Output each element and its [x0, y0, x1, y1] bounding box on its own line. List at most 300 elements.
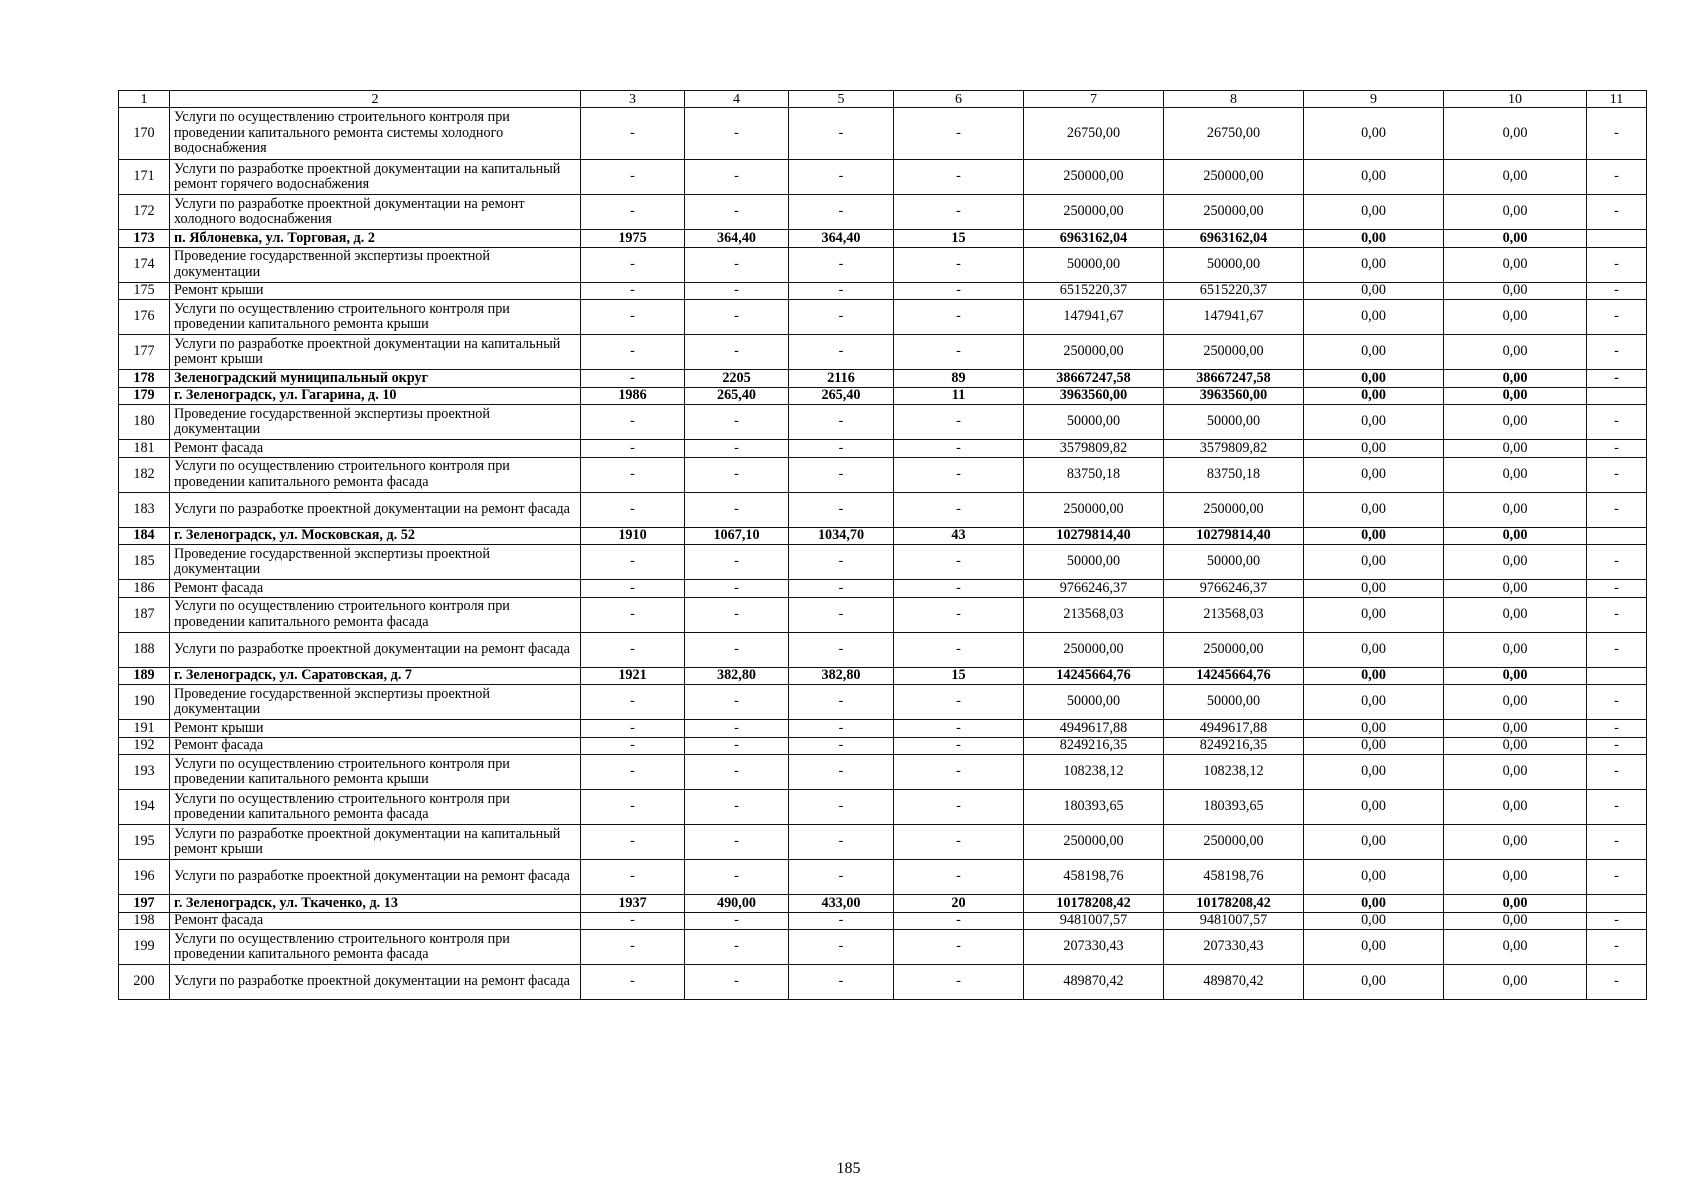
cost-owners-cell: 0,00 [1444, 370, 1587, 388]
cost-fund-cell: 6963162,04 [1164, 230, 1304, 248]
living-area-cell: - [789, 737, 894, 755]
build-year-cell: 1937 [581, 895, 685, 913]
residents-count-cell: - [894, 597, 1024, 632]
cost-budget-cell: 0,00 [1304, 965, 1444, 1000]
cost-owners-cell: 0,00 [1444, 160, 1587, 195]
work-description-cell: Услуги по осуществлению строительного контроля при проведении капитального ремонта системы холодного водоснабжения [170, 108, 581, 160]
cost-owners-cell: 0,00 [1444, 632, 1587, 667]
total-cost-cell: 250000,00 [1024, 632, 1164, 667]
work-description-cell: Услуги по разработке проектной документации на ремонт фасада [170, 492, 581, 527]
residents-count-cell: - [894, 300, 1024, 335]
work-description-cell: Услуги по разработке проектной документации на ремонт фасада [170, 860, 581, 895]
build-year-cell: - [581, 195, 685, 230]
residents-count-cell: - [894, 160, 1024, 195]
note-cell: - [1587, 825, 1647, 860]
row-number-cell: 194 [119, 790, 170, 825]
work-description-cell: г. Зеленоградск, ул. Саратовская, д. 7 [170, 667, 581, 685]
cost-budget-cell: 0,00 [1304, 632, 1444, 667]
note-cell: - [1587, 370, 1647, 388]
cost-owners-cell: 0,00 [1444, 667, 1587, 685]
cost-fund-cell: 489870,42 [1164, 965, 1304, 1000]
row-number-cell: 193 [119, 755, 170, 790]
table-row [119, 597, 1647, 632]
cost-budget-cell: 0,00 [1304, 335, 1444, 370]
residents-count-cell: - [894, 930, 1024, 965]
cost-fund-cell: 6515220,37 [1164, 282, 1304, 300]
residents-count-cell: 11 [894, 387, 1024, 405]
work-description-cell: Услуги по осуществлению строительного контроля при проведении капитального ремонта фасада [170, 597, 581, 632]
table-row [119, 527, 1647, 545]
cost-owners-cell: 0,00 [1444, 108, 1587, 160]
row-number-cell: 180 [119, 405, 170, 440]
table-row [119, 580, 1647, 598]
cost-fund-cell: 250000,00 [1164, 195, 1304, 230]
repair-program-table [118, 90, 1647, 1000]
row-number-cell: 192 [119, 737, 170, 755]
note-cell: - [1587, 492, 1647, 527]
residents-count-cell: 15 [894, 667, 1024, 685]
living-area-cell: - [789, 492, 894, 527]
table-row [119, 457, 1647, 492]
header-cell: 10 [1444, 91, 1587, 108]
note-cell [1587, 895, 1647, 913]
cost-owners-cell: 0,00 [1444, 230, 1587, 248]
cost-owners-cell: 0,00 [1444, 965, 1587, 1000]
build-year-cell: - [581, 790, 685, 825]
cost-owners-cell: 0,00 [1444, 545, 1587, 580]
living-area-cell: - [789, 335, 894, 370]
total-cost-cell: 250000,00 [1024, 492, 1164, 527]
total-cost-cell: 14245664,76 [1024, 667, 1164, 685]
cost-owners-cell: 0,00 [1444, 440, 1587, 458]
build-year-cell: - [581, 335, 685, 370]
note-cell: - [1587, 965, 1647, 1000]
table-row [119, 370, 1647, 388]
work-description-cell: Ремонт фасада [170, 580, 581, 598]
total-area-cell: - [685, 195, 789, 230]
total-cost-cell: 250000,00 [1024, 195, 1164, 230]
total-cost-cell: 6515220,37 [1024, 282, 1164, 300]
cost-fund-cell: 180393,65 [1164, 790, 1304, 825]
living-area-cell: - [789, 457, 894, 492]
total-area-cell: - [685, 335, 789, 370]
work-description-cell: г. Зеленоградск, ул. Ткаченко, д. 13 [170, 895, 581, 913]
residents-count-cell: - [894, 282, 1024, 300]
build-year-cell: - [581, 300, 685, 335]
header-cell: 2 [170, 91, 581, 108]
work-description-cell: г. Зеленоградск, ул. Гагарина, д. 10 [170, 387, 581, 405]
residents-count-cell: - [894, 580, 1024, 598]
residents-count-cell: 43 [894, 527, 1024, 545]
living-area-cell: - [789, 632, 894, 667]
cost-fund-cell: 213568,03 [1164, 597, 1304, 632]
row-number-cell: 184 [119, 527, 170, 545]
table-row [119, 300, 1647, 335]
living-area-cell: - [789, 755, 894, 790]
note-cell: - [1587, 597, 1647, 632]
table-row [119, 545, 1647, 580]
total-area-cell: - [685, 912, 789, 930]
header-cell: 4 [685, 91, 789, 108]
total-area-cell: - [685, 300, 789, 335]
total-area-cell: - [685, 597, 789, 632]
cost-owners-cell: 0,00 [1444, 930, 1587, 965]
residents-count-cell: 89 [894, 370, 1024, 388]
build-year-cell: - [581, 825, 685, 860]
cost-budget-cell: 0,00 [1304, 440, 1444, 458]
living-area-cell: 364,40 [789, 230, 894, 248]
total-area-cell: - [685, 247, 789, 282]
document-table-sheet [118, 90, 1646, 1000]
table-row [119, 720, 1647, 738]
build-year-cell: - [581, 720, 685, 738]
build-year-cell: - [581, 492, 685, 527]
living-area-cell: - [789, 282, 894, 300]
total-cost-cell: 9766246,37 [1024, 580, 1164, 598]
cost-budget-cell: 0,00 [1304, 457, 1444, 492]
cost-budget-cell: 0,00 [1304, 160, 1444, 195]
work-description-cell: Ремонт фасада [170, 912, 581, 930]
note-cell [1587, 527, 1647, 545]
work-description-cell: Ремонт крыши [170, 720, 581, 738]
work-description-cell: Услуги по осуществлению строительного контроля при проведении капитального ремонта фасада [170, 790, 581, 825]
total-cost-cell: 250000,00 [1024, 825, 1164, 860]
total-area-cell: - [685, 737, 789, 755]
total-cost-cell: 9481007,57 [1024, 912, 1164, 930]
total-cost-cell: 4949617,88 [1024, 720, 1164, 738]
cost-fund-cell: 14245664,76 [1164, 667, 1304, 685]
table-row [119, 685, 1647, 720]
living-area-cell: - [789, 825, 894, 860]
cost-fund-cell: 458198,76 [1164, 860, 1304, 895]
total-cost-cell: 8249216,35 [1024, 737, 1164, 755]
cost-budget-cell: 0,00 [1304, 895, 1444, 913]
total-area-cell: - [685, 965, 789, 1000]
living-area-cell: 2116 [789, 370, 894, 388]
residents-count-cell: 20 [894, 895, 1024, 913]
total-area-cell: - [685, 405, 789, 440]
table-row [119, 912, 1647, 930]
table-row [119, 790, 1647, 825]
residents-count-cell: - [894, 912, 1024, 930]
table-row [119, 965, 1647, 1000]
note-cell: - [1587, 195, 1647, 230]
living-area-cell: - [789, 860, 894, 895]
header-cell: 1 [119, 91, 170, 108]
row-number-cell: 179 [119, 387, 170, 405]
residents-count-cell: - [894, 492, 1024, 527]
cost-budget-cell: 0,00 [1304, 737, 1444, 755]
row-number-cell: 174 [119, 247, 170, 282]
table-row [119, 440, 1647, 458]
living-area-cell: - [789, 930, 894, 965]
table-row [119, 492, 1647, 527]
total-area-cell: - [685, 492, 789, 527]
row-number-cell: 176 [119, 300, 170, 335]
note-cell [1587, 230, 1647, 248]
cost-owners-cell: 0,00 [1444, 457, 1587, 492]
cost-budget-cell: 0,00 [1304, 755, 1444, 790]
note-cell: - [1587, 335, 1647, 370]
living-area-cell: - [789, 195, 894, 230]
build-year-cell: - [581, 370, 685, 388]
living-area-cell: - [789, 720, 894, 738]
cost-budget-cell: 0,00 [1304, 195, 1444, 230]
row-number-cell: 190 [119, 685, 170, 720]
cost-owners-cell: 0,00 [1444, 527, 1587, 545]
total-area-cell: - [685, 825, 789, 860]
living-area-cell: - [789, 597, 894, 632]
build-year-cell: - [581, 737, 685, 755]
cost-owners-cell: 0,00 [1444, 825, 1587, 860]
living-area-cell: - [789, 300, 894, 335]
cost-fund-cell: 38667247,58 [1164, 370, 1304, 388]
total-cost-cell: 207330,43 [1024, 930, 1164, 965]
total-area-cell: 2205 [685, 370, 789, 388]
build-year-cell: - [581, 860, 685, 895]
living-area-cell: - [789, 965, 894, 1000]
table-row [119, 247, 1647, 282]
table-row [119, 930, 1647, 965]
residents-count-cell: - [894, 440, 1024, 458]
cost-owners-cell: 0,00 [1444, 300, 1587, 335]
living-area-cell: 265,40 [789, 387, 894, 405]
total-cost-cell: 50000,00 [1024, 685, 1164, 720]
work-description-cell: Проведение государственной экспертизы проектной документации [170, 685, 581, 720]
total-area-cell: - [685, 282, 789, 300]
cost-owners-cell: 0,00 [1444, 685, 1587, 720]
work-description-cell: Ремонт фасада [170, 440, 581, 458]
cost-fund-cell: 3579809,82 [1164, 440, 1304, 458]
build-year-cell: - [581, 440, 685, 458]
residents-count-cell: - [894, 108, 1024, 160]
cost-fund-cell: 26750,00 [1164, 108, 1304, 160]
note-cell: - [1587, 247, 1647, 282]
total-area-cell: - [685, 632, 789, 667]
table-row [119, 108, 1647, 160]
total-area-cell: 265,40 [685, 387, 789, 405]
total-area-cell: 364,40 [685, 230, 789, 248]
table-row [119, 160, 1647, 195]
note-cell: - [1587, 457, 1647, 492]
cost-budget-cell: 0,00 [1304, 282, 1444, 300]
build-year-cell: - [581, 545, 685, 580]
work-description-cell: Услуги по осуществлению строительного контроля при проведении капитального ремонта фасада [170, 930, 581, 965]
total-area-cell: - [685, 545, 789, 580]
residents-count-cell: - [894, 755, 1024, 790]
note-cell: - [1587, 580, 1647, 598]
total-cost-cell: 180393,65 [1024, 790, 1164, 825]
cost-fund-cell: 250000,00 [1164, 825, 1304, 860]
header-cell: 11 [1587, 91, 1647, 108]
row-number-cell: 182 [119, 457, 170, 492]
cost-budget-cell: 0,00 [1304, 492, 1444, 527]
header-cell: 5 [789, 91, 894, 108]
note-cell: - [1587, 108, 1647, 160]
note-cell: - [1587, 545, 1647, 580]
row-number-cell: 188 [119, 632, 170, 667]
work-description-cell: Услуги по разработке проектной документации на капитальный ремонт горячего водоснабжения [170, 160, 581, 195]
total-cost-cell: 147941,67 [1024, 300, 1164, 335]
cost-budget-cell: 0,00 [1304, 405, 1444, 440]
row-number-cell: 171 [119, 160, 170, 195]
cost-fund-cell: 9766246,37 [1164, 580, 1304, 598]
build-year-cell: - [581, 597, 685, 632]
row-number-cell: 189 [119, 667, 170, 685]
cost-budget-cell: 0,00 [1304, 720, 1444, 738]
note-cell: - [1587, 720, 1647, 738]
note-cell: - [1587, 912, 1647, 930]
table-row [119, 195, 1647, 230]
cost-fund-cell: 250000,00 [1164, 492, 1304, 527]
cost-fund-cell: 10178208,42 [1164, 895, 1304, 913]
living-area-cell: - [789, 440, 894, 458]
work-description-cell: Услуги по разработке проектной документации на ремонт фасада [170, 632, 581, 667]
total-cost-cell: 250000,00 [1024, 160, 1164, 195]
cost-budget-cell: 0,00 [1304, 685, 1444, 720]
work-description-cell: Услуги по осуществлению строительного контроля при проведении капитального ремонта крыши [170, 300, 581, 335]
residents-count-cell: - [894, 965, 1024, 1000]
work-description-cell: Услуги по осуществлению строительного контроля при проведении капитального ремонта крыши [170, 755, 581, 790]
cost-owners-cell: 0,00 [1444, 247, 1587, 282]
build-year-cell: - [581, 457, 685, 492]
note-cell: - [1587, 632, 1647, 667]
total-area-cell: 382,80 [685, 667, 789, 685]
row-number-cell: 198 [119, 912, 170, 930]
build-year-cell: - [581, 912, 685, 930]
work-description-cell: п. Яблоневка, ул. Торговая, д. 2 [170, 230, 581, 248]
residents-count-cell: - [894, 405, 1024, 440]
row-number-cell: 191 [119, 720, 170, 738]
work-description-cell: Услуги по разработке проектной документации на ремонт холодного водоснабжения [170, 195, 581, 230]
cost-owners-cell: 0,00 [1444, 405, 1587, 440]
note-cell: - [1587, 405, 1647, 440]
cost-budget-cell: 0,00 [1304, 790, 1444, 825]
cost-fund-cell: 50000,00 [1164, 405, 1304, 440]
total-cost-cell: 108238,12 [1024, 755, 1164, 790]
living-area-cell: 433,00 [789, 895, 894, 913]
cost-budget-cell: 0,00 [1304, 527, 1444, 545]
living-area-cell: 382,80 [789, 667, 894, 685]
row-number-cell: 175 [119, 282, 170, 300]
residents-count-cell: - [894, 195, 1024, 230]
header-cell: 7 [1024, 91, 1164, 108]
residents-count-cell: - [894, 632, 1024, 667]
cost-budget-cell: 0,00 [1304, 387, 1444, 405]
living-area-cell: - [789, 580, 894, 598]
cost-owners-cell: 0,00 [1444, 597, 1587, 632]
work-description-cell: Услуги по осуществлению строительного контроля при проведении капитального ремонта фасада [170, 457, 581, 492]
residents-count-cell: - [894, 720, 1024, 738]
note-cell: - [1587, 860, 1647, 895]
note-cell: - [1587, 737, 1647, 755]
note-cell: - [1587, 790, 1647, 825]
total-cost-cell: 10178208,42 [1024, 895, 1164, 913]
build-year-cell: - [581, 282, 685, 300]
residents-count-cell: - [894, 335, 1024, 370]
row-number-cell: 177 [119, 335, 170, 370]
cost-budget-cell: 0,00 [1304, 370, 1444, 388]
residents-count-cell: - [894, 825, 1024, 860]
total-area-cell: 1067,10 [685, 527, 789, 545]
cost-budget-cell: 0,00 [1304, 667, 1444, 685]
row-number-cell: 170 [119, 108, 170, 160]
cost-budget-cell: 0,00 [1304, 247, 1444, 282]
cost-budget-cell: 0,00 [1304, 930, 1444, 965]
total-area-cell: - [685, 755, 789, 790]
cost-fund-cell: 83750,18 [1164, 457, 1304, 492]
cost-owners-cell: 0,00 [1444, 387, 1587, 405]
total-cost-cell: 250000,00 [1024, 335, 1164, 370]
cost-owners-cell: 0,00 [1444, 912, 1587, 930]
total-cost-cell: 3579809,82 [1024, 440, 1164, 458]
total-area-cell: 490,00 [685, 895, 789, 913]
cost-owners-cell: 0,00 [1444, 895, 1587, 913]
total-area-cell: - [685, 790, 789, 825]
living-area-cell: - [789, 912, 894, 930]
table-row [119, 405, 1647, 440]
cost-fund-cell: 8249216,35 [1164, 737, 1304, 755]
work-description-cell: Услуги по разработке проектной документации на капитальный ремонт крыши [170, 335, 581, 370]
cost-fund-cell: 250000,00 [1164, 160, 1304, 195]
note-cell [1587, 667, 1647, 685]
cost-budget-cell: 0,00 [1304, 912, 1444, 930]
living-area-cell: - [789, 108, 894, 160]
build-year-cell: 1986 [581, 387, 685, 405]
header-cell: 6 [894, 91, 1024, 108]
living-area-cell: - [789, 405, 894, 440]
row-number-cell: 172 [119, 195, 170, 230]
total-cost-cell: 3963560,00 [1024, 387, 1164, 405]
living-area-cell: - [789, 545, 894, 580]
row-number-cell: 178 [119, 370, 170, 388]
work-description-cell: Зеленоградский муниципальный округ [170, 370, 581, 388]
build-year-cell: - [581, 632, 685, 667]
cost-fund-cell: 3963560,00 [1164, 387, 1304, 405]
cost-budget-cell: 0,00 [1304, 108, 1444, 160]
total-cost-cell: 38667247,58 [1024, 370, 1164, 388]
work-description-cell: Ремонт крыши [170, 282, 581, 300]
total-area-cell: - [685, 720, 789, 738]
table-row [119, 825, 1647, 860]
work-description-cell: Услуги по разработке проектной документации на капитальный ремонт крыши [170, 825, 581, 860]
total-area-cell: - [685, 108, 789, 160]
cost-owners-cell: 0,00 [1444, 755, 1587, 790]
cost-fund-cell: 4949617,88 [1164, 720, 1304, 738]
build-year-cell: - [581, 755, 685, 790]
total-area-cell: - [685, 160, 789, 195]
note-cell: - [1587, 685, 1647, 720]
cost-owners-cell: 0,00 [1444, 335, 1587, 370]
living-area-cell: - [789, 790, 894, 825]
residents-count-cell: - [894, 860, 1024, 895]
cost-owners-cell: 0,00 [1444, 580, 1587, 598]
residents-count-cell: - [894, 790, 1024, 825]
cost-owners-cell: 0,00 [1444, 790, 1587, 825]
residents-count-cell: - [894, 247, 1024, 282]
residents-count-cell: - [894, 457, 1024, 492]
row-number-cell: 181 [119, 440, 170, 458]
table-row [119, 755, 1647, 790]
total-cost-cell: 10279814,40 [1024, 527, 1164, 545]
residents-count-cell: 15 [894, 230, 1024, 248]
cost-owners-cell: 0,00 [1444, 195, 1587, 230]
note-cell [1587, 387, 1647, 405]
table-row [119, 335, 1647, 370]
row-number-cell: 200 [119, 965, 170, 1000]
table-row [119, 860, 1647, 895]
cost-fund-cell: 250000,00 [1164, 632, 1304, 667]
